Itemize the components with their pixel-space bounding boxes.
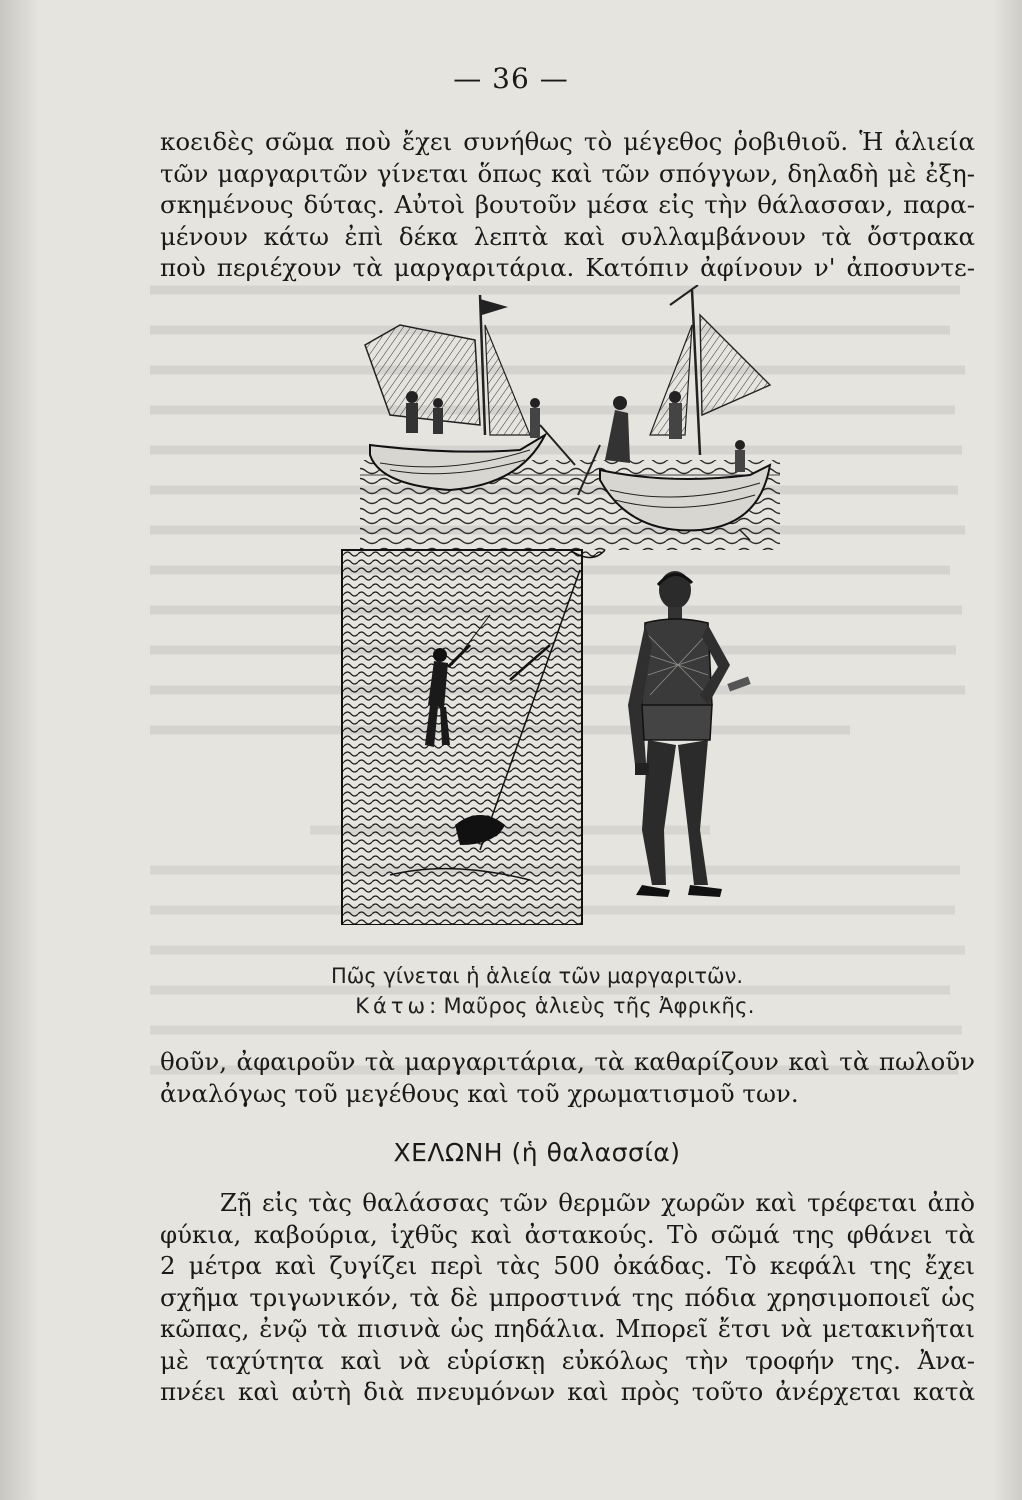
caption-prefix: Κάτω [355,994,430,1018]
page-number: — 36 — [453,62,569,95]
caption-rest: : Μαῦρος ἁλιεὺς τῆς Ἀφρικῆς. [429,994,755,1018]
text-line: φύκια, καβούρια, ἰχθῦς καὶ ἀστακούς. Τὸ σῶμά της φθάνει τὰ [160,1219,975,1249]
text-line: κῶπας, ἐνῷ τὰ πισινὰ ὡς πηδάλια. Μπορεῖ ἔτσι νὰ μετακινῆται [160,1314,975,1343]
text-line: ἀναλόγως τοῦ μεγέθους καὶ τοῦ χρωματισμοῦ των. [160,1078,799,1108]
page-shadow-left [0,0,40,1500]
text-line: θοῦν, ἀφαιροῦν τὰ μαργαριτάρια, τὰ καθαρίζουν καὶ τὰ πωλοῦν [160,1047,975,1076]
section-heading: ΧΕΛΩΝΗ (ἡ θαλασσία) [393,1138,681,1167]
african-fisherman-figure [628,571,751,897]
figure-caption-line-2 [44,994,1022,1018]
text-line: ποὺ περιέχουν τὰ μαργαριτάρια. Κατόπιν ἀφίνουν ν' ἀποσυντε- [160,253,975,282]
text-line: πνέει καὶ αὐτὴ διὰ πνευμόνων καὶ πρὸς τοῦτο ἀνέρχεται κατὰ [160,1377,975,1406]
text-line: σχῆμα τριγωνικόν, τὰ δὲ μπροστινά της πόδια χρησιμοποιεῖ ὡς [160,1282,975,1312]
figure-caption-line-1: Πῶς γίνεται ἡ ἁλιεία τῶν μαργαριτῶν. [330,964,744,988]
pearl-fishing-engraving [330,285,792,925]
text-line: σκημένους δύτας. Αὐτοὶ βουτοῦν μέσα εἰς τὴν θάλασσαν, παρα- [160,190,975,219]
text-line: Ζῇ εἰς τὰς θαλάσσας τῶν θερμῶν χωρῶν καὶ τρέφεται ἀπὸ [220,1188,975,1217]
text-line: κοειδὲς σῶμα ποὺ ἔχει συνήθως τὸ μέγεθος ῥοβιθιοῦ. Ἡ ἁλιεία [160,127,975,156]
text-line: μὲ ταχύτητα καὶ νὰ εὑρίσκῃ εὐκόλως τὴν τροφήν της. Ἀνα- [160,1345,975,1375]
paragraph-pearl-fishing [160,126,975,284]
text-line: τῶν μαργαριτῶν γίνεται ὅπως καὶ τῶν σπόγγων, δηλαδὴ μὲ ἐξη- [160,158,975,188]
page-shadow-right [992,0,1022,1500]
underwater-scene [342,550,605,925]
text-line: 2 μέτρα καὶ ζυγίζει περὶ τὰς 500 ὀκάδας. Τὸ κεφάλι της ἔχει [160,1251,975,1280]
paragraph-sea-turtle [160,1187,975,1408]
paragraph-pearl-fishing-continued [160,1046,975,1109]
text-line: μένουν κάτω ἐπὶ δέκα λεπτὰ καὶ συλλαμβάνουν τὰ ὄστρακα [160,221,975,251]
